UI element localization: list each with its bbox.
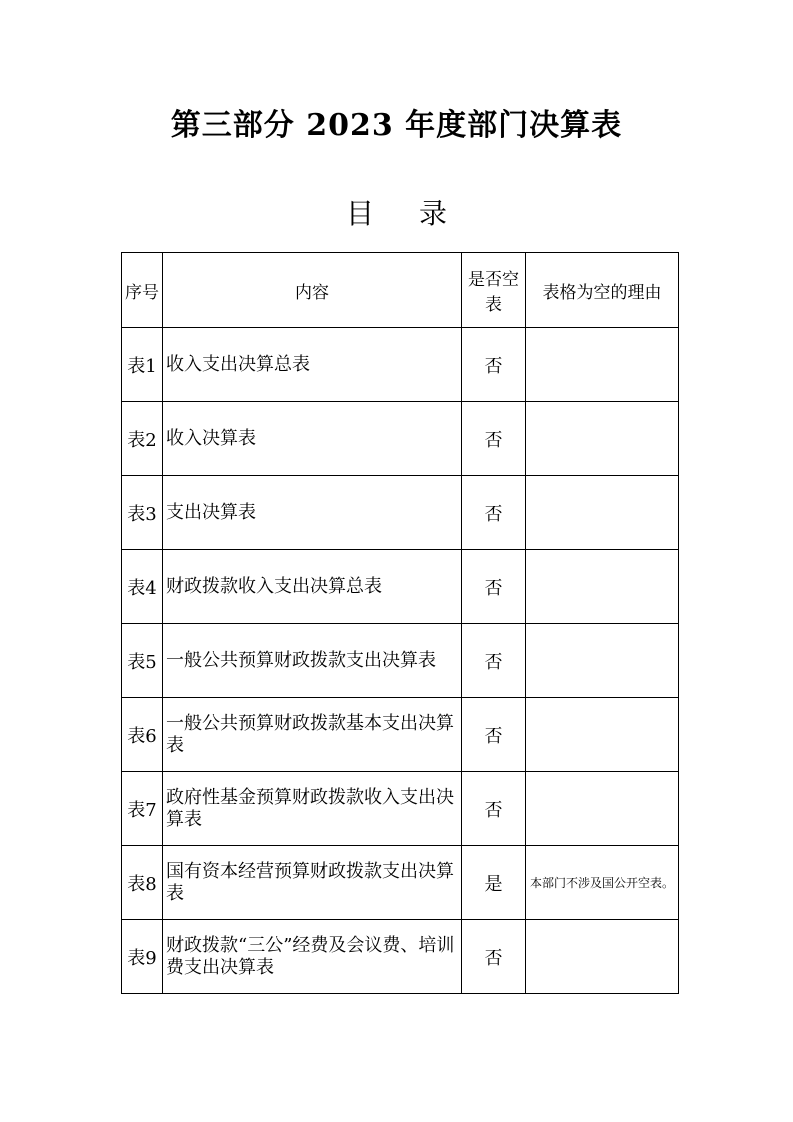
table-row bbox=[122, 772, 679, 846]
row-is-empty: 否 bbox=[462, 476, 526, 550]
document-title: 第三部分 2023 年度部门决算表 bbox=[170, 108, 623, 143]
row-reason: 本部门不涉及国公开空表。 bbox=[526, 846, 679, 920]
row-content: 政府性基金预算财政拨款收入支出决算表 bbox=[163, 772, 462, 846]
row-is-empty: 否 bbox=[462, 402, 526, 476]
toc-table bbox=[121, 252, 679, 994]
row-content: 一般公共预算财政拨款支出决算表 bbox=[163, 624, 462, 698]
header-content: 内容 bbox=[163, 253, 462, 328]
row-seq: 表6 bbox=[122, 698, 163, 772]
row-seq: 表9 bbox=[122, 920, 163, 994]
row-reason bbox=[526, 624, 679, 698]
row-reason bbox=[526, 328, 679, 402]
row-seq: 表5 bbox=[122, 624, 163, 698]
row-is-empty: 否 bbox=[462, 328, 526, 402]
toc-heading: 目 录 bbox=[346, 197, 465, 230]
row-reason bbox=[526, 550, 679, 624]
row-content: 国有资本经营预算财政拨款支出决算表 bbox=[163, 846, 462, 920]
row-seq: 表3 bbox=[122, 476, 163, 550]
table-row bbox=[122, 698, 679, 772]
table-row bbox=[122, 550, 679, 624]
row-content: 财政拨款“三公”经费及会议费、培训费支出决算表 bbox=[163, 920, 462, 994]
row-content: 收入支出决算总表 bbox=[163, 328, 462, 402]
row-is-empty: 否 bbox=[462, 698, 526, 772]
row-reason bbox=[526, 920, 679, 994]
row-content: 支出决算表 bbox=[163, 476, 462, 550]
row-is-empty: 否 bbox=[462, 920, 526, 994]
header-reason: 表格为空的理由 bbox=[526, 253, 679, 328]
row-seq: 表7 bbox=[122, 772, 163, 846]
row-seq: 表2 bbox=[122, 402, 163, 476]
row-content: 财政拨款收入支出决算总表 bbox=[163, 550, 462, 624]
table-row bbox=[122, 624, 679, 698]
row-reason bbox=[526, 698, 679, 772]
row-reason bbox=[526, 402, 679, 476]
row-reason bbox=[526, 772, 679, 846]
row-content: 收入决算表 bbox=[163, 402, 462, 476]
table-row bbox=[122, 846, 679, 920]
row-seq: 表8 bbox=[122, 846, 163, 920]
header-is-empty: 是否空表 bbox=[462, 253, 526, 328]
table-header-row bbox=[122, 253, 679, 328]
table-row bbox=[122, 402, 679, 476]
table-row bbox=[122, 476, 679, 550]
header-seq: 序号 bbox=[122, 253, 163, 328]
row-content: 一般公共预算财政拨款基本支出决算表 bbox=[163, 698, 462, 772]
row-is-empty: 否 bbox=[462, 550, 526, 624]
table-row bbox=[122, 920, 679, 994]
row-reason bbox=[526, 476, 679, 550]
row-is-empty: 否 bbox=[462, 772, 526, 846]
row-seq: 表4 bbox=[122, 550, 163, 624]
row-is-empty: 是 bbox=[462, 846, 526, 920]
row-seq: 表1 bbox=[122, 328, 163, 402]
row-is-empty: 否 bbox=[462, 624, 526, 698]
table-row bbox=[122, 328, 679, 402]
